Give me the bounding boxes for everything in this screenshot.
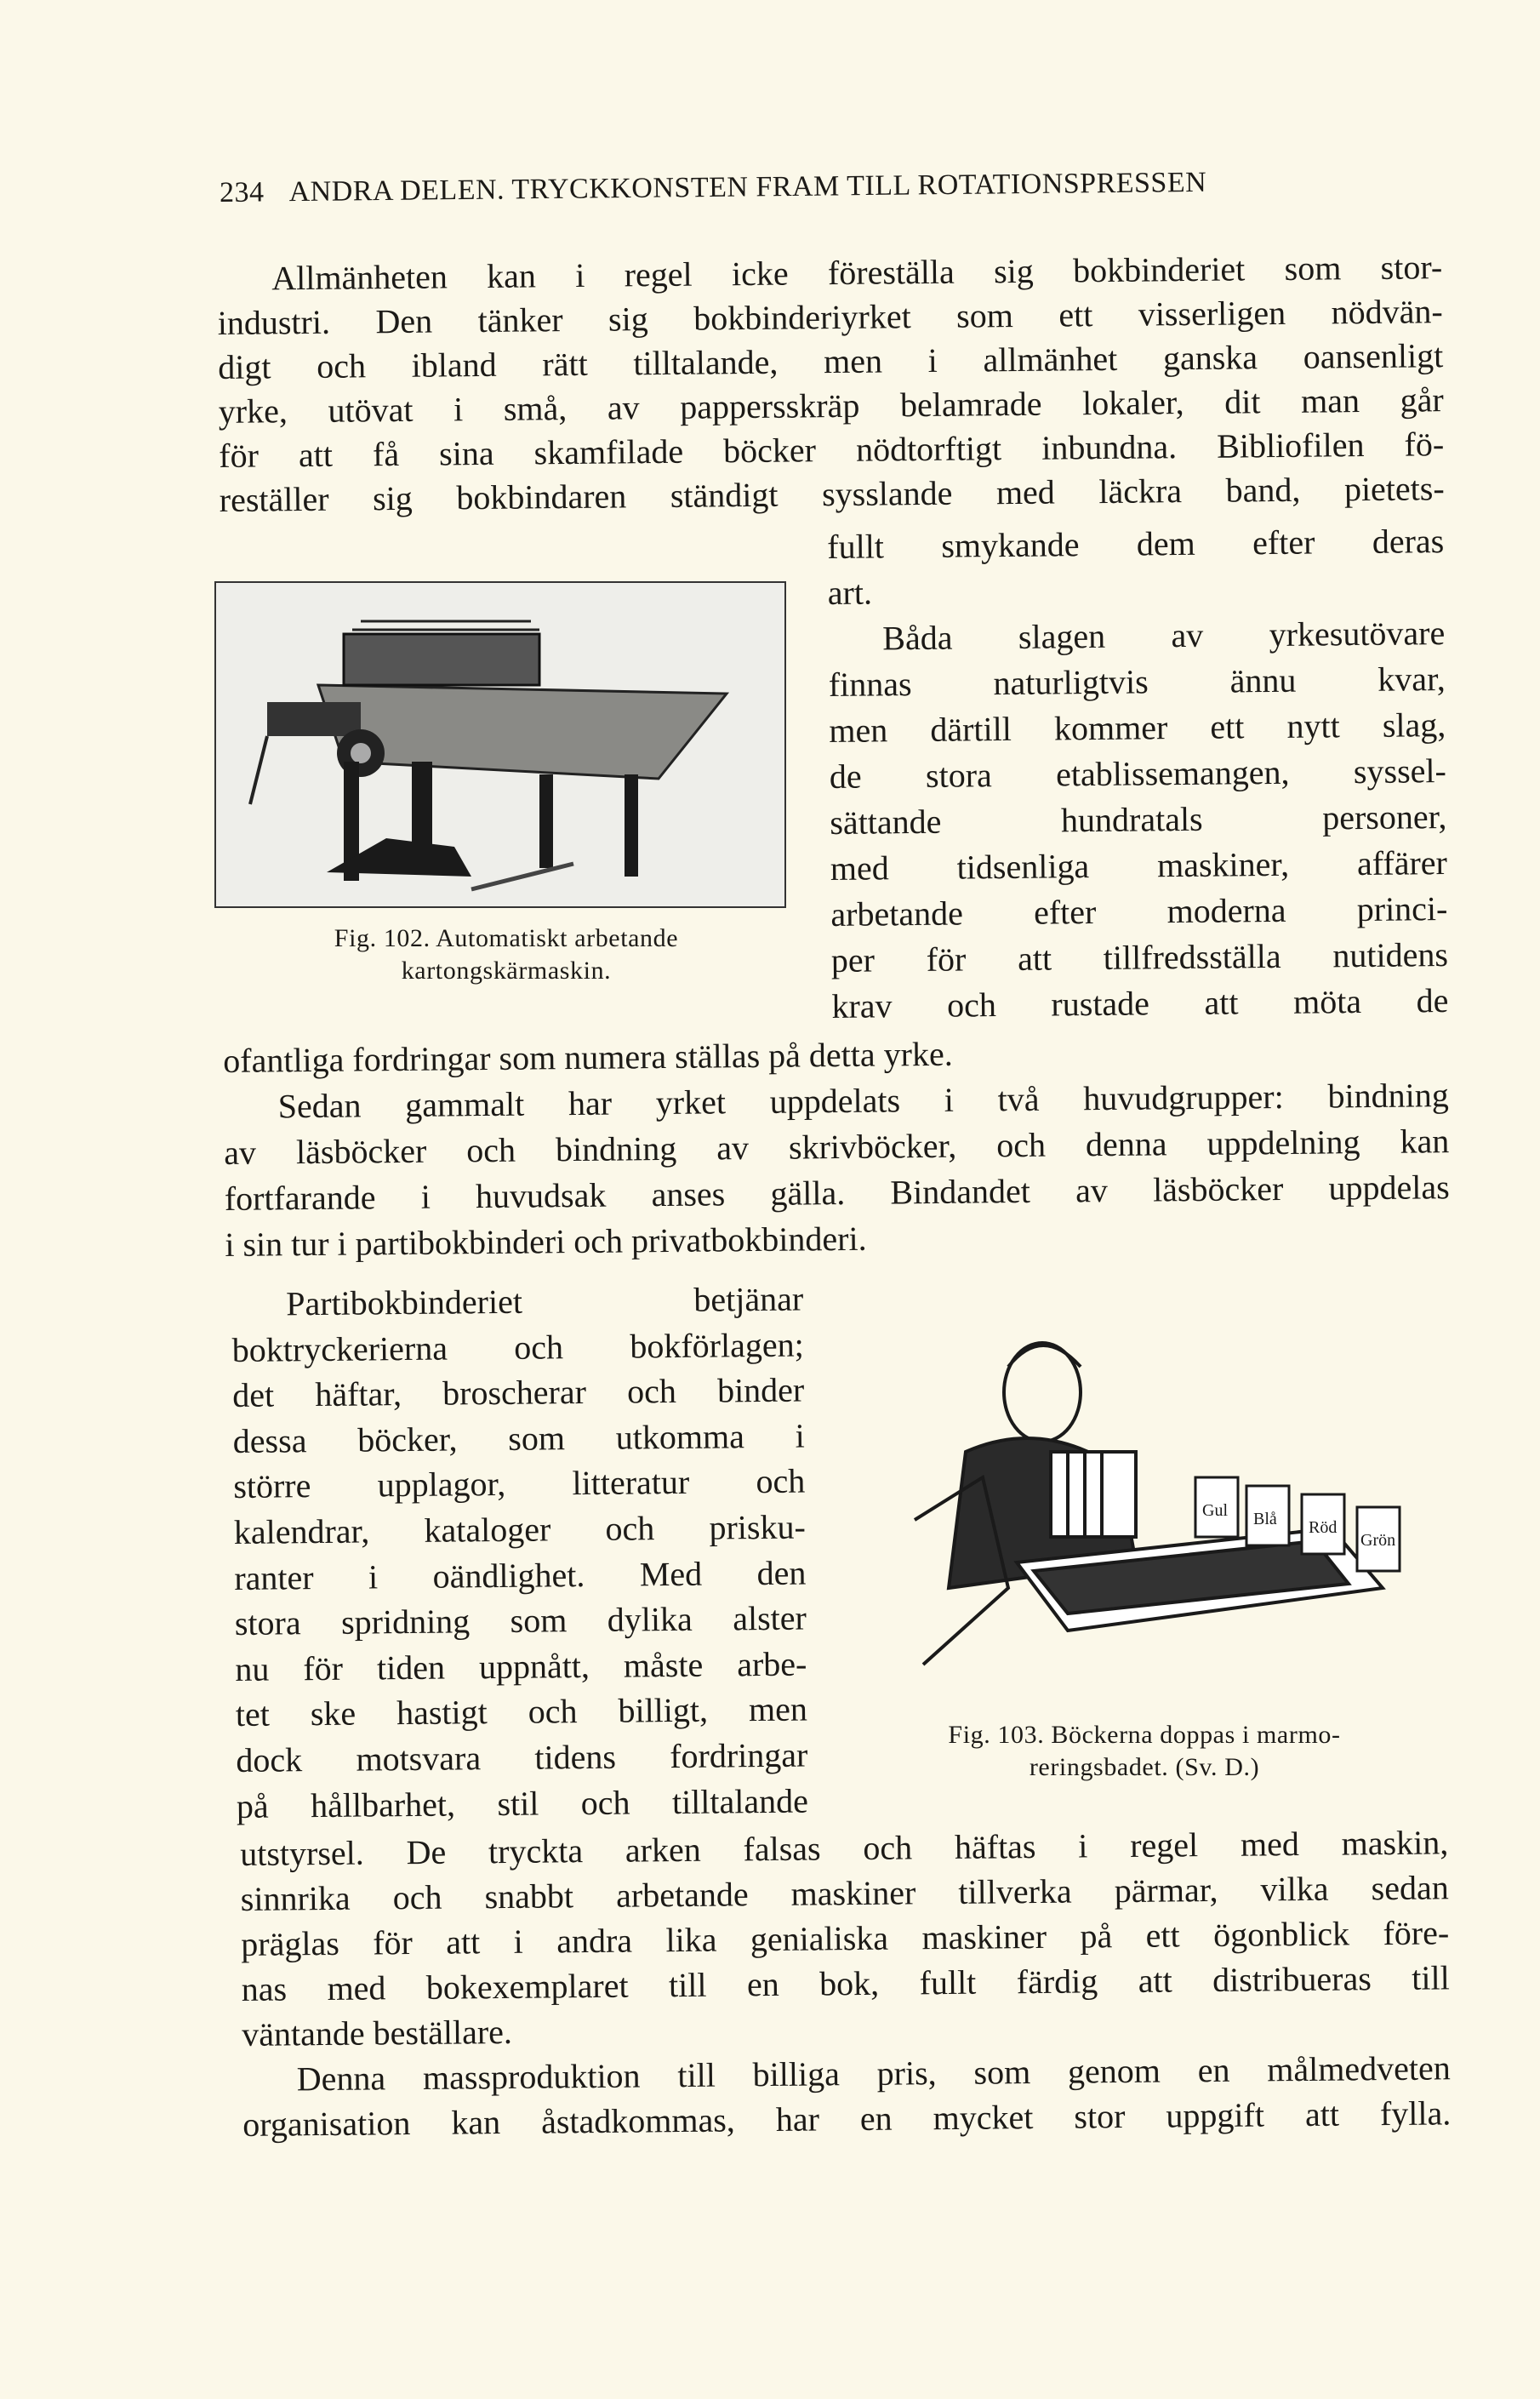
text-line: reställer sig bokbindaren ständigt sysslande med läckra band, pietets- [219, 469, 1445, 519]
jar-label: Gul [1202, 1501, 1228, 1520]
text-line: utstyrsel. De tryckta arken falsas och häftas i regel med maskin, [240, 1823, 1449, 1873]
paragraph-1 [217, 245, 1445, 523]
text-line: men därtill kommer ett nytt slag, [829, 705, 1446, 750]
figure-103-caption [855, 1719, 1434, 1784]
text-line: Sedan gammalt har yrket uppdelats i två huvudgrupper: bindning [277, 1076, 1449, 1126]
text-line: på hållbarhet, stil och tilltalande [236, 1781, 809, 1825]
text-line: yrke, utövat i små, av pappersskräp belamrade lokaler, dit man går [218, 380, 1444, 431]
caption-line: kartongskärmaskin. [401, 957, 612, 985]
text-line: för att få sina skamfilade böcker nödtorftigt inbundna. Bibliofilen fö- [219, 425, 1445, 475]
text-line: fullt smykande dem efter deras [827, 522, 1445, 566]
right-column-text-1 [827, 518, 1449, 1030]
text-line: organisation kan åstadkommas, har en mycket stor uppgift att fylla. [242, 2093, 1452, 2144]
text-line: Allmänheten kan i regel icke föreställa sig bokbinderiet som stor- [271, 248, 1443, 298]
caption-line: Fig. 102. Automatiskt arbetande [334, 924, 679, 952]
text-line: sättande hundratals personer, [830, 797, 1447, 842]
text-line: i sin tur i partibokbinderi och privatbokbinderi. [225, 1219, 867, 1264]
paragraph-2 [223, 1026, 1451, 1268]
bookbinder-illustration [838, 1307, 1452, 1682]
figure-102-cardboard-cutting-machine [214, 581, 786, 908]
jar-label: Grön [1360, 1531, 1396, 1550]
text-line: boktryckerierna och bokförlagen; [231, 1325, 804, 1369]
text-line: sinnrika och snabbt arbetande maskiner tillverka pärmar, vilka sedan [240, 1868, 1449, 1918]
text-line: präglas för att i andra lika genialiska maskiner på ett ögonblick före- [241, 1913, 1450, 1963]
text-line: ofantliga fordringar som numera ställas på detta yrke. [223, 1034, 953, 1080]
text-line: Båda slagen av yrkesutövare [882, 614, 1446, 658]
text-line: kalendrar, kataloger och prisku- [233, 1507, 807, 1551]
text-line: väntande beställare. [242, 2012, 513, 2053]
text-line: det häftar, broscherar och binder [232, 1370, 805, 1415]
page-number: 234 [219, 176, 265, 208]
text-line: större upplagor, litteratur och [233, 1461, 806, 1506]
text-line: dessa böcker, som utkomma i [232, 1416, 805, 1460]
text-line: digt och ibland rätt tilltalande, men i allmänhet ganska oansenligt [218, 336, 1444, 386]
left-column-text-2 [231, 1277, 808, 1830]
text-line: nu för tiden uppnått, måste arbe- [235, 1644, 807, 1688]
paragraph-3 [240, 1819, 1451, 2147]
text-line: art. [827, 573, 873, 612]
text-line: industri. Den tänker sig bokbinderiyrket som ett visserligen nödvän- [217, 292, 1443, 342]
text-line: dock motsvara tidens fordringar [236, 1735, 808, 1779]
text-line: nas med bokexemplaret till en bok, fullt färdig att distribueras till [241, 1958, 1450, 2008]
figure-102-caption [234, 922, 779, 987]
text-line: Partibokbinderiet betjänar [286, 1279, 804, 1323]
figure-103-marbling-bath [838, 1307, 1452, 1682]
cutting-machine-illustration [216, 583, 784, 906]
text-line: stora spridning som dylika alster [234, 1598, 807, 1643]
text-line: Denna massproduktion till billiga pris, som genom en målmedveten [296, 2048, 1451, 2099]
text-line: tet ske hastigt och billigt, men [235, 1689, 808, 1734]
text-line: arbetande efter moderna princi- [830, 889, 1448, 934]
running-header [220, 164, 1445, 209]
text-line: ranter i oändlighet. Med den [234, 1553, 807, 1597]
text-line: med tidsenliga maskiner, affärer [830, 843, 1448, 888]
caption-line: Fig. 103. Böckerna doppas i marmo- [948, 1721, 1341, 1749]
jar-label: Röd [1309, 1518, 1338, 1537]
text-line: per för att tillfredsställa nutidens [830, 935, 1449, 980]
text-line: krav och rustade att möta de [831, 981, 1449, 1025]
running-title: ANDRA DELEN. TRYCKKONSTEN FRAM TILL ROTATIONSPRESSEN [288, 166, 1207, 208]
text-line: finnas naturligtvis ännu kvar, [828, 660, 1446, 704]
text-line: fortfarande i huvudsak anses gälla. Bindandet av läsböcker uppdelas [224, 1168, 1450, 1218]
caption-line: reringsbadet. (Sv. D.) [1029, 1753, 1260, 1781]
text-line: de stora etablissemangen, syssel- [829, 751, 1447, 796]
text-line: av läsböcker och bindning av skrivböcker, och denna uppdelning kan [224, 1122, 1450, 1172]
jar-label: Blå [1253, 1510, 1277, 1528]
